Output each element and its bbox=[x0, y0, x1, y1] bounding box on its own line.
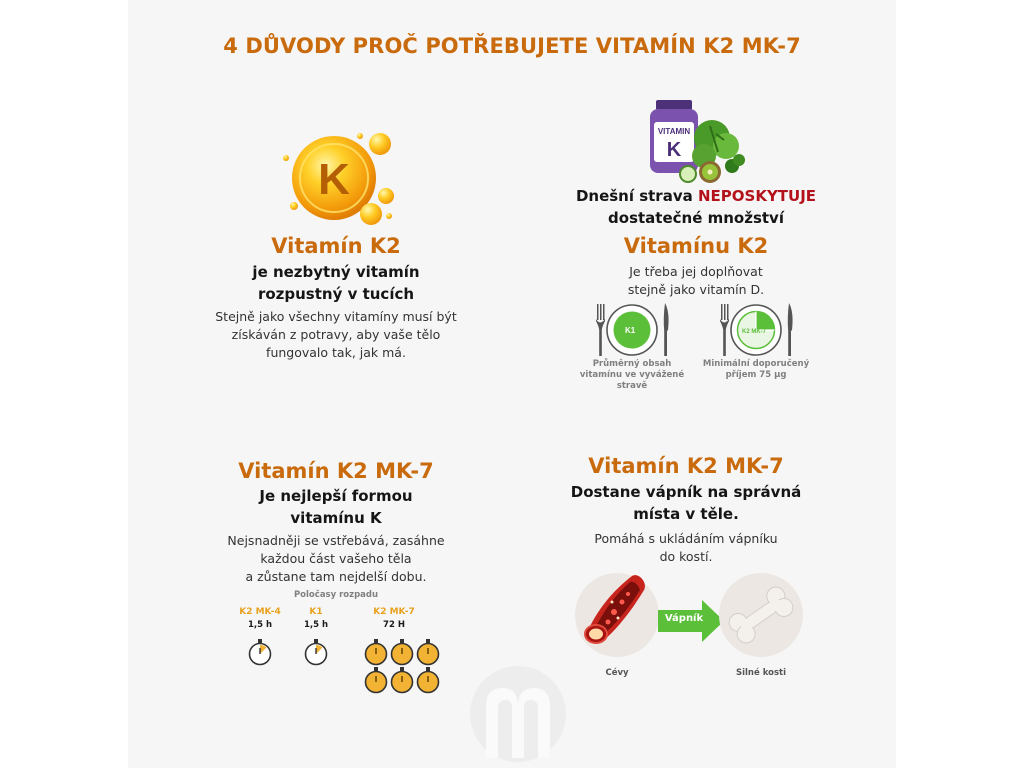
block3-text-1: Nejsnadněji se vstřebává, zasáhne bbox=[227, 533, 445, 548]
vitamin-jar-icon bbox=[640, 96, 752, 188]
block1-text-2: získáván z potravy, aby vaše tělo bbox=[231, 327, 441, 342]
fork-icon bbox=[720, 304, 729, 356]
blood-vessel-icon bbox=[574, 572, 660, 658]
vitamin-k-badge bbox=[268, 126, 408, 236]
jar-label-top: VITAMIN bbox=[657, 127, 691, 136]
plate1-caption-3: stravě bbox=[616, 381, 648, 391]
stopwatch-k2mk7 bbox=[366, 667, 387, 693]
brand-watermark-icon bbox=[468, 662, 568, 768]
block1-text-1: Stejně jako všechny vitamíny musí být bbox=[215, 309, 457, 324]
stopwatch-k2mk7 bbox=[366, 639, 387, 665]
plate1-label: K1 bbox=[625, 326, 636, 335]
halflife-label-k1: K1 bbox=[309, 607, 323, 617]
block4-subheading-2: místa v těle. bbox=[633, 505, 739, 523]
block4-text-2: do kostí. bbox=[659, 549, 713, 564]
block4-text-1: Pomáhá s ukládáním vápníku bbox=[594, 531, 778, 546]
watermark-logo bbox=[468, 662, 568, 768]
halflife-value-k2mk4: 1,5 h bbox=[247, 620, 273, 630]
block2-text-1: Je třeba jej doplňovat bbox=[629, 264, 763, 279]
stopwatch-k2mk4 bbox=[250, 639, 271, 665]
plate-full-icon bbox=[592, 300, 672, 360]
block2-line1-prefix: Dnešní strava bbox=[575, 187, 693, 205]
stopwatch-k1 bbox=[306, 639, 327, 665]
halflife-label-k2mk4: K2 MK-4 bbox=[239, 607, 281, 617]
stopwatch-k2mk7 bbox=[418, 639, 439, 665]
block3-subheading-2: vitamínu K bbox=[290, 509, 382, 527]
knife-icon bbox=[788, 303, 793, 356]
stopwatch-k2mk7 bbox=[392, 667, 413, 693]
block4-heading: Vitamín K2 MK-7 bbox=[588, 454, 784, 478]
bone-illustration bbox=[718, 572, 804, 658]
block3-text-3: a zůstane tam nejdelší dobu. bbox=[245, 569, 427, 584]
block1-subheading-2: rozpustný v tucích bbox=[257, 285, 415, 303]
plate-k1 bbox=[592, 300, 672, 360]
badge-letter: K bbox=[318, 155, 350, 204]
stopwatch-k2mk7 bbox=[418, 667, 439, 693]
block2-line2: dostatečné množství bbox=[608, 209, 784, 227]
block4-subheading-1: Dostane vápník na správná bbox=[570, 483, 802, 501]
plate1-caption-2: vitamínu ve vyvážené bbox=[579, 370, 685, 380]
block1-heading: Vitamín K2 bbox=[271, 234, 401, 258]
page-title: 4 DŮVODY PROČ POTŘEBUJETE VITAMÍN K2 MK-7 bbox=[223, 34, 801, 58]
halflife-label-k2mk7: K2 MK-7 bbox=[373, 607, 415, 617]
block2-line1-highlight: NEPOSKYTUJE bbox=[697, 187, 817, 205]
vessel-caption: Cévy bbox=[605, 668, 629, 678]
block3-subheading-1: Je nejlepší formou bbox=[259, 487, 413, 505]
plate2-label: K2 MK-7 bbox=[742, 329, 767, 335]
arrow-label: Vápník bbox=[664, 613, 704, 624]
vitamin-k-sphere-icon bbox=[268, 126, 408, 236]
blood-vessel-illustration bbox=[574, 572, 660, 658]
bone-caption: Silné kosti bbox=[735, 668, 787, 678]
plate1-caption-1: Průměrný obsah bbox=[592, 359, 672, 369]
block1-text-3: fungovalo tak, jak má. bbox=[266, 345, 406, 360]
cucumber-icon bbox=[680, 166, 696, 182]
block2-heading: Vitamínu K2 bbox=[623, 234, 769, 258]
halflife-value-k1: 1,5 h bbox=[303, 620, 329, 630]
stopwatch-k2mk7 bbox=[392, 639, 413, 665]
block3-heading: Vitamín K2 MK-7 bbox=[238, 459, 434, 483]
plate-quarter-icon bbox=[716, 300, 796, 360]
block1-subheading-1: je nezbytný vitamín bbox=[252, 263, 420, 281]
block3-text-2: každou část vašeho těla bbox=[260, 551, 412, 566]
plate-k2-mk7 bbox=[716, 300, 796, 360]
plate2-caption-2: příjem 75 µg bbox=[725, 370, 787, 380]
knife-icon bbox=[664, 303, 669, 356]
stopwatch-group bbox=[228, 632, 448, 698]
jar-label-letter: K bbox=[666, 139, 682, 161]
infographic-canvas bbox=[128, 0, 896, 768]
plate2-caption-1: Minimální doporučený bbox=[702, 359, 810, 369]
block2-line1 bbox=[528, 186, 864, 207]
bone-icon bbox=[718, 572, 804, 658]
fork-icon bbox=[596, 304, 605, 356]
vitamin-k-jar bbox=[640, 96, 752, 188]
halflife-value-k2mk7: 72 H bbox=[383, 620, 405, 630]
block2-text-2: stejně jako vitamín D. bbox=[627, 282, 765, 297]
stopwatches bbox=[228, 632, 448, 698]
halflife-title: Poločasy rozpadu bbox=[293, 590, 379, 600]
